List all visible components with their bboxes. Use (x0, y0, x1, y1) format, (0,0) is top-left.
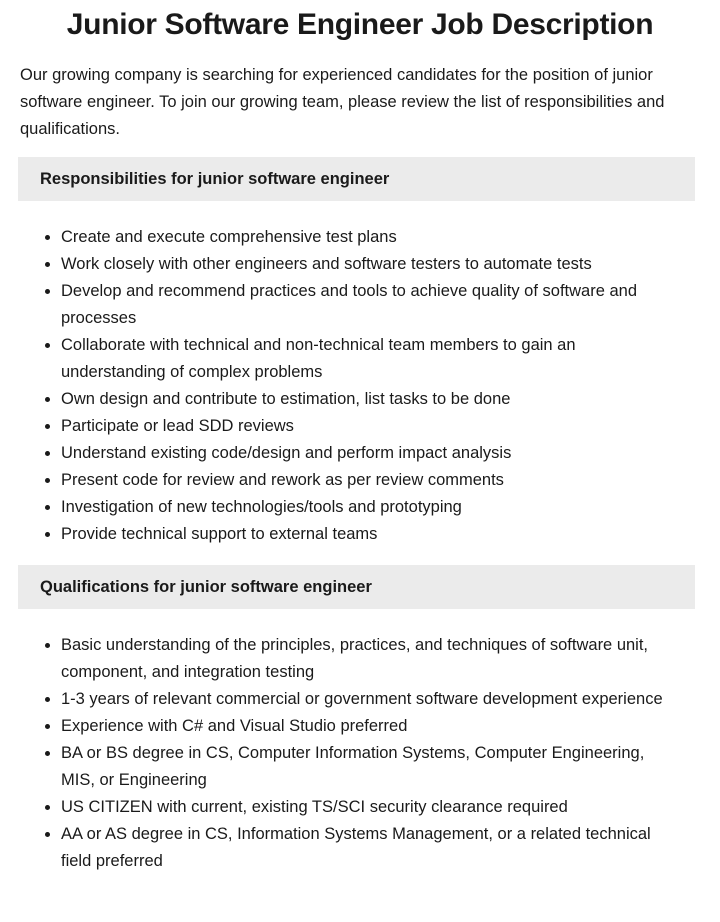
list-item: Develop and recommend practices and tools to achieve quality of software and processes (61, 278, 673, 332)
list-item: Own design and contribute to estimation, list tasks to be done (61, 386, 673, 413)
list-item: Work closely with other engineers and software testers to automate tests (61, 251, 673, 278)
list-item: Participate or lead SDD reviews (61, 413, 673, 440)
section-heading: Responsibilities for junior software engineer (40, 170, 390, 188)
section-header-responsibilities (18, 157, 695, 201)
list-item: Basic understanding of the principles, practices, and techniques of software unit, component, and integration testing (61, 632, 673, 686)
section-heading: Qualifications for junior software engineer (40, 578, 372, 596)
intro-paragraph: Our growing company is searching for experienced candidates for the position of junior software engineer. To join our growing team, please review the list of responsibilities and qualifications. (20, 66, 665, 138)
qualifications-list (0, 632, 720, 875)
list-item: BA or BS degree in CS, Computer Information Systems, Computer Engineering, MIS, or Engineering (61, 740, 673, 794)
list-item: 1-3 years of relevant commercial or government software development experience (61, 686, 673, 713)
list-item: Provide technical support to external teams (61, 521, 673, 548)
section-header-qualifications (18, 565, 695, 609)
list-item: Understand existing code/design and perform impact analysis (61, 440, 673, 467)
page-title: Junior Software Engineer Job Description (66, 8, 654, 41)
responsibilities-list (0, 224, 720, 548)
list-item: AA or AS degree in CS, Information Systems Management, or a related technical field preferred (61, 821, 673, 875)
list-item: Investigation of new technologies/tools and prototyping (61, 494, 673, 521)
list-item: Present code for review and rework as per review comments (61, 467, 673, 494)
list-item: Experience with C# and Visual Studio preferred (61, 713, 673, 740)
list-item: Create and execute comprehensive test plans (61, 224, 673, 251)
list-item: Collaborate with technical and non-technical team members to gain an understanding of complex problems (61, 332, 673, 386)
list-item: US CITIZEN with current, existing TS/SCI security clearance required (61, 794, 673, 821)
